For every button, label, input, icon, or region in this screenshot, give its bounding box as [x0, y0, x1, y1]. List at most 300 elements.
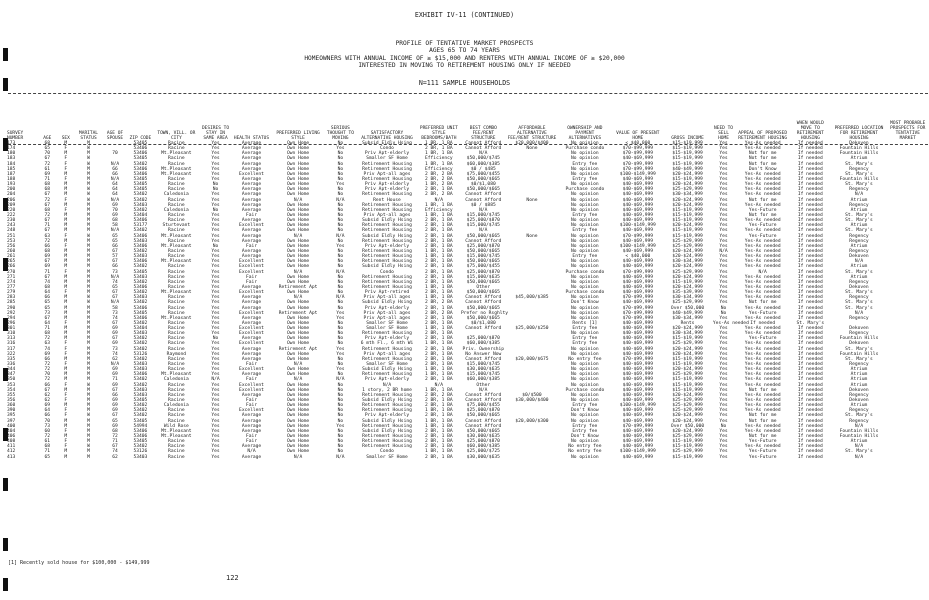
table-cell: 412 — [7, 449, 16, 455]
table-cell: 67 — [44, 228, 51, 234]
table-cell: $40-$69,999 — [622, 413, 653, 419]
table-cell: Cannot Afford — [465, 238, 502, 244]
table-cell: 67 — [112, 248, 118, 254]
table-cell: Dekoven — [849, 341, 869, 347]
table-cell: No opinion — [571, 362, 599, 368]
table-cell: Racine — [168, 269, 185, 275]
table-cell: Not for me — [748, 300, 777, 306]
table-cell: Yes — [719, 434, 728, 440]
table-cell: $40-$69,999 — [622, 212, 653, 218]
table-cell: 53406 — [133, 171, 148, 177]
table-cell: F — [64, 346, 68, 352]
table-cell: Average — [241, 295, 262, 301]
table-cell: Yes — [211, 176, 220, 182]
table-cell: No entry fee — [568, 449, 602, 455]
table-cell: 69 — [112, 408, 118, 414]
column-header: ZIP CODE — [129, 136, 152, 141]
table-cell: Yes-As needed — [744, 202, 781, 208]
table-cell: Own Home — [287, 146, 310, 152]
table-cell: Yes — [719, 238, 728, 244]
table-cell: 71 — [44, 176, 51, 182]
table-cell: 53405 — [133, 176, 148, 182]
table-cell: $40-$69,999 — [622, 207, 653, 213]
table-cell: Yes — [211, 387, 220, 393]
table-cell: If needed — [797, 187, 823, 193]
table-cell: 283 — [7, 295, 16, 301]
table-cell: N/A — [479, 228, 488, 234]
table-cell: N/A — [336, 233, 345, 239]
table-cell: 67 — [44, 156, 51, 162]
table-cell: $40-$69,999 — [622, 176, 653, 182]
table-cell: N/A — [336, 454, 345, 460]
table-cell: F — [64, 320, 68, 326]
table-cell: $25-$29,999 — [672, 372, 703, 378]
table-cell: $15-$19,999 — [672, 156, 703, 162]
table-cell: Yes — [211, 351, 220, 357]
table-cell: Own Home — [287, 238, 310, 244]
table-cell: No opinion — [571, 259, 599, 265]
table-cell: No opinion — [571, 392, 599, 398]
table-cell: Cannot Afford — [465, 146, 502, 152]
table-cell: 72 — [44, 367, 51, 373]
table-cell: Yes-Future — [748, 336, 777, 342]
table-cell: Yes — [719, 454, 728, 460]
table-cell: If needed — [797, 367, 823, 373]
table-cell: $60,000/$385 — [466, 377, 500, 383]
table-cell: Retirement Housing — [362, 259, 412, 265]
table-cell: $40-$69,999 — [622, 279, 653, 285]
table-cell: Yes — [719, 418, 728, 424]
table-cell: Yes — [719, 331, 728, 337]
table-cell: 65 — [44, 454, 51, 460]
table-cell: $20-$24,999 — [672, 418, 703, 424]
table-cell: Fair — [245, 362, 258, 368]
table-cell: Entry fee — [572, 254, 598, 260]
table-cell: W — [87, 382, 90, 388]
table-cell: Yes — [211, 310, 220, 316]
table-cell: 53406 — [133, 305, 148, 311]
table-cell: Retirement Housing — [362, 346, 412, 352]
table-cell: $30-$34,999 — [672, 192, 703, 198]
table-cell: If needed — [797, 392, 823, 398]
table-cell: Racine — [168, 212, 185, 218]
table-cell: Yes — [211, 259, 220, 265]
table-cell: Racine — [168, 182, 185, 188]
table-cell: $50,000/$665 — [466, 428, 500, 434]
table-cell: 2 BR, 2 BA — [425, 171, 453, 177]
table-cell: Yes — [211, 392, 220, 398]
table-cell: Yes — [211, 166, 220, 172]
table-cell: Yes — [719, 428, 728, 434]
table-cell: M — [64, 238, 68, 244]
table-cell: No — [337, 392, 344, 398]
table-cell: Retirement Housing — [362, 274, 412, 280]
table-cell: Yes — [719, 166, 728, 172]
table-cell: Entry fee — [572, 161, 598, 167]
table-cell: Yes — [211, 362, 220, 368]
table-cell: If needed — [797, 331, 823, 337]
table-cell: M — [64, 326, 68, 332]
table-cell: Yes-As needed — [744, 356, 781, 362]
table-cell: 68 — [44, 444, 51, 450]
table-cell: 53402 — [133, 356, 148, 362]
table-cell: $30-$34,999 — [672, 315, 703, 321]
column-header: SERIOUS THOUGHT TO MOVING — [326, 126, 354, 141]
table-cell: $40-$69,999 — [622, 367, 653, 373]
table-cell: Regency — [849, 331, 869, 337]
table-cell: 2 BR, 1 BA — [425, 274, 453, 280]
table-cell: $40-$69,999 — [622, 326, 653, 332]
table-cell: Racine — [168, 454, 185, 460]
table-cell: No opinion — [571, 233, 599, 239]
table-cell: Racine — [168, 141, 185, 146]
table-cell: No — [337, 356, 344, 362]
table-cell: $100-$149,999 — [619, 171, 656, 177]
table-cell: Own Home — [287, 166, 310, 172]
column-header: VALUE OF PRESENT HOME — [616, 131, 660, 141]
table-cell: No — [337, 279, 344, 285]
table-cell: M — [64, 228, 68, 234]
table-cell: 69 — [44, 171, 51, 177]
table-cell: 73 — [112, 310, 118, 316]
table-cell: Mt.Pleasant — [161, 290, 192, 296]
table-cell: Average — [241, 428, 262, 434]
table-cell: If needed — [797, 454, 823, 460]
table-cell: Excellent — [239, 310, 264, 316]
table-cell: $40-$69,999 — [622, 387, 653, 393]
table-cell: $25-$29,999 — [672, 187, 703, 193]
table-cell: No — [337, 274, 344, 280]
table-cell: N/A — [479, 387, 488, 393]
table-cell: F — [64, 413, 68, 419]
table-cell: St. Mary's — [845, 161, 873, 167]
table-cell: 353 — [7, 382, 16, 388]
table-cell: Regency — [849, 408, 869, 414]
table-cell: M — [64, 182, 68, 188]
table-cell: N/A — [110, 197, 120, 203]
table-cell: Yes — [211, 341, 220, 347]
table-cell: 193 — [7, 182, 16, 188]
table-cell: No entry fee — [568, 356, 602, 362]
table-cell: No — [337, 141, 344, 146]
table-cell: If needed — [797, 362, 823, 368]
table-cell: Average — [241, 356, 262, 362]
table-cell: 2 BR, 1 BA — [425, 331, 453, 337]
table-cell: M — [87, 248, 90, 254]
table-cell: 73 — [112, 269, 118, 275]
table-cell: $50,000/$665 — [466, 290, 500, 296]
table-cell: 279 — [7, 290, 16, 296]
table-cell: 69 — [112, 382, 118, 388]
table-cell: 53402 — [133, 279, 148, 285]
table-cell: 294 — [7, 315, 16, 321]
table-cell: If needed — [797, 300, 823, 306]
table-cell: No — [337, 413, 344, 419]
table-cell: No opinion — [571, 295, 599, 301]
table-cell: If needed — [797, 197, 823, 203]
table-cell: Own Home — [287, 264, 310, 270]
table-cell: $100-$149,999 — [619, 243, 656, 249]
table-cell: Yes-As needed — [744, 259, 781, 265]
table-cell: $25-$29,999 — [672, 341, 703, 347]
table-cell: Own Home — [287, 305, 310, 311]
table-cell: $40-$69,999 — [622, 202, 653, 208]
table-cell: Own Home — [287, 403, 310, 409]
table-cell: 74 — [112, 449, 118, 455]
table-cell: Racine — [168, 346, 185, 352]
table-cell: If needed — [797, 310, 823, 316]
table-cell: Own Home — [287, 387, 310, 393]
table-cell: $25-$29,999 — [672, 243, 703, 249]
table-cell: 69 — [112, 398, 118, 404]
column-header: AFFORDABLE ALTERNATIVE FEE/RENT STRUCTURE — [507, 126, 557, 141]
table-cell: Yes — [719, 439, 728, 445]
table-cell: 408 — [7, 439, 16, 445]
table-cell: Yes — [719, 284, 728, 290]
table-cell: Yes — [211, 233, 220, 239]
table-cell: 173 — [7, 141, 16, 146]
table-cell: 1 BR, 2 BA — [425, 182, 453, 188]
table-cell: F — [64, 408, 68, 414]
table-cell: 2 BR, 2 BA — [425, 176, 453, 182]
table-cell: Own Home — [287, 248, 310, 254]
table-cell: $70-$99,999 — [622, 356, 653, 362]
table-cell: No opinion — [571, 151, 599, 157]
table-cell: M — [87, 454, 90, 460]
table-cell: $40-$69,999 — [622, 377, 653, 383]
table-cell: Regency — [849, 392, 869, 398]
table-cell: No — [337, 176, 344, 182]
table-cell: $25,000/$870 — [466, 336, 500, 342]
table-cell: Yes — [336, 310, 345, 316]
table-cell: 53405 — [133, 398, 148, 404]
table-cell: Smaller SF Home — [366, 320, 408, 326]
table-cell: M — [87, 284, 90, 290]
table-cell: 2 BR, 1 BA — [425, 264, 453, 270]
table-cell: M — [64, 331, 68, 337]
table-cell: $20-$24,999 — [672, 197, 703, 203]
table-cell: Excellent — [239, 269, 264, 275]
table-cell: Yes — [211, 151, 220, 157]
column-header: APPEAL OF PROPOSED RETIREMENT HOUSING — [738, 131, 788, 141]
table-cell: 2 BR, 1 BA — [425, 290, 453, 296]
table-cell: $0/$1,080 — [470, 320, 496, 326]
table-cell: 274 — [7, 279, 16, 285]
table-cell: Entry fee — [572, 212, 598, 218]
table-cell: Cannot Afford — [465, 356, 502, 362]
table-cell: $100-$149,999 — [619, 403, 656, 409]
table-cell: If needed — [797, 418, 823, 424]
exhibit-title: EXHIBIT IV-11 (CONTINUED) — [414, 11, 515, 19]
table-cell: Yes-Future — [748, 223, 777, 229]
table-cell: Own Home — [287, 243, 310, 249]
heading-line-4: INTERESTED IN MOVING TO RETIREMENT HOUSING ONLY IF NEEDED — [358, 62, 571, 70]
table-cell: Don't Know — [571, 434, 599, 440]
table-cell: Own Home — [287, 228, 310, 234]
table-cell: 53403 — [133, 202, 148, 208]
table-cell: Yes — [719, 254, 728, 260]
table-cell: $50,000/$665 — [466, 279, 500, 285]
table-cell: Regency — [849, 166, 869, 172]
table-cell: No — [337, 284, 344, 290]
table-cell: Not for me — [748, 161, 777, 167]
table-cell: $40-$69,999 — [622, 248, 653, 254]
column-header: SURVEY NUMBER — [7, 131, 24, 141]
table-cell: Dekoven — [849, 387, 869, 393]
table-cell: St. Mary's — [845, 305, 873, 311]
table-cell: Fair — [245, 398, 258, 404]
table-cell: 69 — [44, 264, 51, 270]
table-cell: F — [64, 156, 68, 162]
table-cell: Subsid Eldly Hsing — [362, 418, 412, 424]
table-cell: $20-$24,999 — [672, 274, 703, 280]
table-cell: Yes-As needed — [744, 141, 781, 146]
table-cell: No — [337, 444, 344, 450]
table-cell: Own Home — [287, 223, 310, 229]
table-cell: Purchase condo — [565, 146, 605, 152]
table-cell: $20-$24,999 — [672, 367, 703, 373]
table-cell: F — [64, 428, 68, 434]
table-cell: No opinion — [571, 238, 599, 244]
table-cell: Average — [241, 202, 262, 208]
table-cell: M — [87, 408, 90, 414]
table-cell: Average — [241, 454, 262, 460]
table-cell: Yes — [211, 382, 220, 388]
table-cell: $25,000/$870 — [466, 243, 500, 249]
table-cell: Yes — [211, 346, 220, 352]
table-cell: M — [87, 269, 90, 275]
table-cell: 53402 — [133, 290, 148, 296]
table-cell: M — [87, 202, 90, 208]
table-cell: 65 — [112, 418, 118, 424]
table-cell: Fountain Hills — [839, 336, 879, 342]
table-cell: 66 — [44, 413, 51, 419]
table-cell: 74 — [44, 279, 51, 285]
table-cell: Priv Apt-retired — [364, 290, 410, 296]
table-cell: F — [64, 146, 68, 152]
table-cell: 261 — [7, 254, 16, 260]
table-cell: No opinion — [571, 274, 599, 280]
table-cell: Yes — [211, 290, 220, 296]
table-cell: Smaller SF Home — [366, 326, 408, 332]
table-cell: F — [64, 197, 68, 203]
table-cell: 53126 — [133, 351, 148, 357]
table-cell: Yes — [211, 156, 220, 162]
table-cell: If needed — [797, 326, 823, 332]
table-cell — [888, 455, 928, 460]
table-cell: $40-$69,999 — [622, 454, 653, 460]
table-cell: Fair — [245, 243, 258, 249]
table-cell: Retirement Housing — [362, 248, 412, 254]
table-cell: 69 — [112, 372, 118, 378]
table-cell: Own Home — [287, 274, 310, 280]
table-cell: Racine — [168, 238, 185, 244]
table-cell: Yes — [211, 444, 220, 450]
table-cell: Yes — [719, 192, 728, 198]
table-cell: Yes — [211, 331, 220, 337]
table-cell: 72 — [44, 212, 51, 218]
table-cell: M — [64, 403, 68, 409]
table-cell: No — [337, 382, 344, 388]
table-cell: Yes — [719, 382, 728, 388]
table-cell: $40-$69,999 — [622, 238, 653, 244]
table-cell: Regency — [849, 418, 869, 424]
table-cell: No — [337, 418, 344, 424]
table-cell: No opinion — [571, 141, 599, 146]
table-cell: Yes — [719, 171, 728, 177]
table-cell: 69 — [112, 403, 118, 409]
table-cell: Other — [476, 284, 491, 290]
table-cell: $15-$19,999 — [672, 228, 703, 234]
table-cell: Yes — [211, 423, 220, 429]
table-cell: 69 — [44, 351, 51, 357]
table-cell: No opinion — [571, 166, 599, 172]
table-cell: 65 — [112, 233, 118, 239]
table-cell: 53405 — [133, 269, 148, 275]
table-cell: 65 — [44, 305, 51, 311]
table-cell: Entry fee — [572, 341, 598, 347]
table-cell: N/A — [293, 454, 303, 460]
table-cell: Retirement Housing — [362, 223, 412, 229]
table-row — [6, 455, 928, 460]
table-cell: No opinion — [571, 156, 599, 162]
table-cell: Fountain Hills — [839, 428, 879, 434]
table-cell: Smaller SF Home — [366, 362, 408, 368]
table-cell: $50,000/$665 — [466, 305, 500, 311]
table-cell: M — [87, 171, 90, 177]
table-cell: 354 — [7, 387, 16, 393]
table-cell: Excellent — [239, 290, 264, 296]
table-cell: Atrium — [850, 367, 868, 373]
table-cell: Yes — [719, 176, 728, 182]
table-cell: 1 BR, 1 BA — [425, 367, 453, 373]
table-cell: Entry fee — [572, 326, 598, 332]
table-cell: 53402 — [133, 207, 148, 213]
table-cell: $40-$69,999 — [622, 192, 653, 198]
table-cell: $15-$19,999 — [672, 161, 703, 167]
table-cell: No — [720, 423, 727, 429]
table-cell: N/A — [336, 269, 345, 275]
table-cell: $20-$24,999 — [672, 248, 703, 254]
table-cell: St. Mary's — [845, 171, 873, 177]
table-cell: N/A — [479, 207, 488, 213]
table-cell: 64 — [44, 408, 51, 414]
table-cell: 53402 — [133, 346, 148, 352]
table-cell: 74 — [44, 346, 51, 352]
table-cell: 356 — [7, 398, 16, 404]
table-cell: 67 — [112, 387, 118, 393]
table-cell: Caledonia — [163, 207, 189, 213]
table-cell: Average — [241, 320, 262, 326]
table-cell: Yes-As needed — [744, 372, 781, 378]
table-cell: Yes — [719, 346, 728, 352]
column-header: HEALTH STATUS — [233, 136, 270, 141]
table-cell: Racine — [168, 418, 185, 424]
table-cell: $40-$69,999 — [622, 351, 653, 357]
table-cell: 68 — [112, 428, 118, 434]
table-cell: Dekoven — [849, 398, 869, 404]
table-cell: $70-$99,999 — [622, 295, 653, 301]
table-cell: Own Home — [287, 326, 310, 332]
table-cell: Yes — [211, 284, 220, 290]
table-cell: Own Home — [287, 341, 310, 347]
table-cell: Yes-As needed — [744, 377, 781, 383]
table-cell: N/A — [854, 192, 864, 198]
table-cell: $25-$29,999 — [672, 300, 703, 306]
column-header: PREFERRED LIVING STYLE — [276, 131, 320, 141]
table-cell: Yes — [336, 146, 345, 152]
table-cell: Priv Apt-elderly — [364, 182, 410, 188]
